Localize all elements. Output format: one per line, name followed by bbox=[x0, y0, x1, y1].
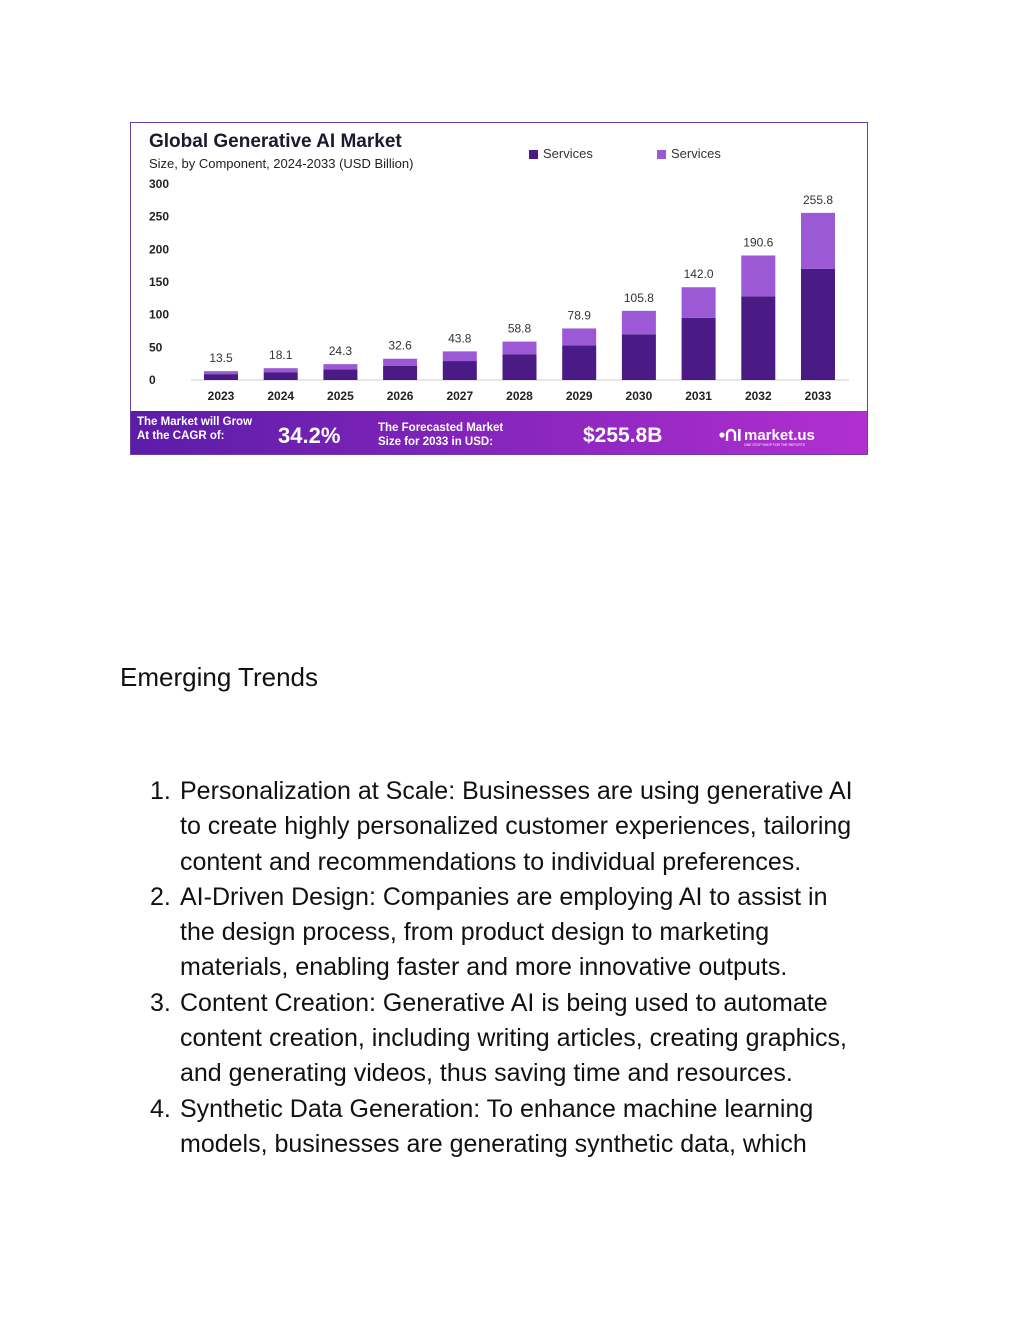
x-tick-label: 2023 bbox=[207, 389, 235, 403]
bar-value-label: 78.9 bbox=[567, 308, 591, 323]
x-tick-label: 2024 bbox=[267, 389, 295, 403]
cagr-label-line-1: The Market will Grow bbox=[137, 416, 253, 428]
trend-line: AI-Driven Design: Companies are employing AI to assist in bbox=[180, 882, 828, 911]
trend-line: Personalization at Scale: Businesses are using generative AI bbox=[180, 777, 853, 805]
legend-swatch-series-1 bbox=[529, 150, 538, 159]
bar-segment-series-1 bbox=[801, 269, 835, 380]
bar-segment-series-1 bbox=[622, 334, 656, 380]
bar-value-label: 18.1 bbox=[269, 348, 293, 363]
bar-value-label: 43.8 bbox=[448, 331, 472, 346]
trend-item bbox=[120, 986, 920, 1092]
forecast-value: $255.8B bbox=[583, 424, 663, 447]
bar-segment-series-2 bbox=[562, 328, 596, 345]
bar-segment-series-1 bbox=[383, 366, 417, 380]
trend-line: Synthetic Data Generation: To enhance machine learning bbox=[180, 1094, 814, 1123]
bar-value-label: 32.6 bbox=[388, 338, 412, 353]
bars bbox=[204, 193, 835, 380]
legend-swatch-series-2 bbox=[657, 150, 666, 159]
y-axis bbox=[149, 177, 169, 387]
bar-segment-series-1 bbox=[204, 374, 238, 380]
bar-segment-series-2 bbox=[264, 368, 298, 372]
y-tick-label: 50 bbox=[149, 340, 163, 355]
bar-segment-series-1 bbox=[741, 296, 775, 380]
legend-label-series-1: Services bbox=[543, 146, 593, 161]
bar-value-label: 105.8 bbox=[623, 290, 654, 305]
forecast-label-line-1: The Forecasted Market bbox=[378, 422, 504, 434]
bar-segment-series-2 bbox=[741, 255, 775, 296]
x-tick-label: 2032 bbox=[744, 389, 772, 403]
chart-legend bbox=[529, 146, 721, 161]
bar-segment-series-2 bbox=[443, 351, 477, 361]
trend-item bbox=[120, 1092, 920, 1163]
bar-segment-series-1 bbox=[264, 372, 298, 380]
y-tick-label: 150 bbox=[149, 275, 170, 289]
bar-segment-series-2 bbox=[682, 287, 716, 318]
bar-segment-series-1 bbox=[323, 370, 357, 380]
x-tick-label: 2030 bbox=[625, 389, 653, 403]
trend-line: models, businesses are generating synthetic data, which bbox=[180, 1129, 807, 1158]
trend-line: content and recommendations to individual preferences. bbox=[180, 847, 802, 876]
list-number: 1. bbox=[150, 777, 171, 805]
section-heading: Emerging Trends bbox=[120, 662, 318, 692]
bar-value-label: 24.3 bbox=[328, 344, 353, 359]
bar-value-label: 255.8 bbox=[802, 192, 834, 207]
trend-item bbox=[120, 880, 920, 986]
bar-value-label: 58.8 bbox=[507, 321, 532, 336]
list-number: 2. bbox=[150, 882, 171, 911]
trend-line: materials, enabling faster and more innovative outputs. bbox=[180, 953, 788, 982]
chart-title: Global Generative AI Market bbox=[149, 131, 402, 152]
bar-segment-series-2 bbox=[204, 371, 238, 374]
x-tick-label: 2033 bbox=[804, 389, 832, 403]
bar-segment-series-2 bbox=[323, 364, 357, 369]
x-tick-label: 2026 bbox=[386, 389, 414, 403]
legend-label-series-2: Services bbox=[671, 146, 721, 161]
trend-line: to create highly personalized customer experiences, tailoring bbox=[180, 812, 852, 841]
trend-line: and generating videos, thus saving time and resources. bbox=[180, 1059, 793, 1088]
trend-line: the design process, from product design to marketing bbox=[180, 918, 770, 947]
trend-line: content creation, including writing articles, creating graphics, bbox=[180, 1024, 848, 1053]
bar-value-label: 142.0 bbox=[683, 267, 714, 282]
x-tick-label: 2027 bbox=[446, 389, 474, 403]
bar-segment-series-2 bbox=[622, 311, 656, 334]
bar-segment-series-1 bbox=[562, 345, 596, 380]
bar-segment-series-2 bbox=[383, 359, 417, 366]
y-tick-label: 0 bbox=[149, 373, 156, 387]
y-tick-label: 300 bbox=[149, 177, 170, 191]
chart-subtitle: Size, by Component, 2024-2033 (USD Billion) bbox=[149, 156, 414, 171]
x-tick-label: 2029 bbox=[565, 389, 593, 403]
x-tick-label: 2031 bbox=[685, 389, 712, 403]
brand-tagline: ONE STOP SHOP FOR THE REPORTS bbox=[744, 443, 805, 447]
bar-segment-series-1 bbox=[443, 361, 477, 380]
x-tick-label: 2025 bbox=[327, 389, 354, 403]
cagr-label-line-2: At the CAGR of: bbox=[137, 430, 225, 442]
bar-segment-series-1 bbox=[682, 318, 716, 380]
bar-segment-series-1 bbox=[503, 355, 537, 380]
y-tick-label: 200 bbox=[149, 242, 170, 257]
x-tick-label: 2028 bbox=[506, 389, 533, 403]
trends-list bbox=[120, 774, 920, 1162]
y-tick-label: 100 bbox=[149, 307, 170, 322]
cagr-value: 34.2% bbox=[278, 423, 341, 448]
list-number: 3. bbox=[150, 988, 171, 1017]
bar-segment-series-2 bbox=[503, 342, 537, 355]
bar-value-label: 13.5 bbox=[209, 351, 233, 366]
market-chart-figure bbox=[130, 122, 868, 455]
list-number: 4. bbox=[150, 1094, 171, 1123]
bar-segment-series-2 bbox=[801, 213, 835, 269]
y-tick-label: 250 bbox=[149, 209, 170, 224]
trend-line: Content Creation: Generative AI is being used to automate bbox=[180, 988, 828, 1017]
x-axis bbox=[208, 389, 832, 403]
bar-value-label: 190.6 bbox=[743, 235, 774, 250]
chart-footer-banner bbox=[131, 411, 868, 455]
forecast-label-line-2: Size for 2033 in USD: bbox=[378, 436, 494, 448]
bar-chart bbox=[131, 123, 868, 455]
brand-name: market.us bbox=[744, 427, 815, 444]
trend-item bbox=[120, 774, 920, 880]
